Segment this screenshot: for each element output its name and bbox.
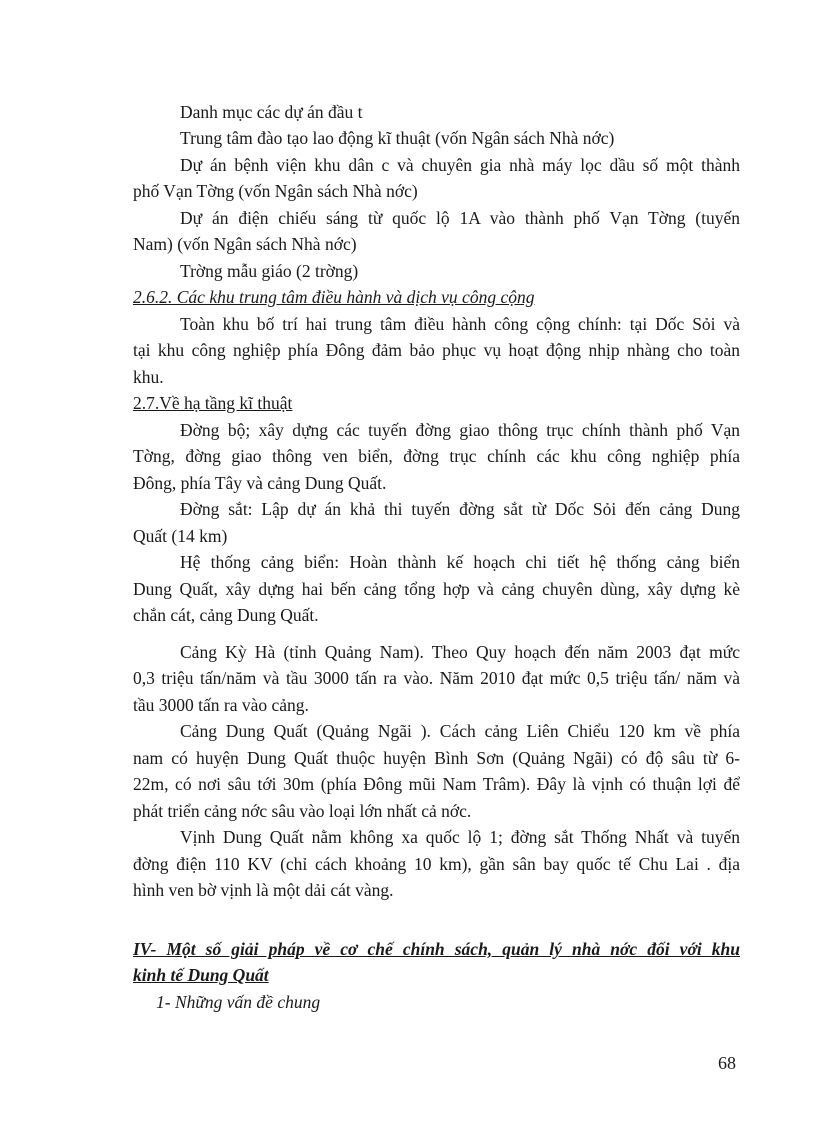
list-item-lighting-cont: Nam) (vốn Ngân sách Nhà nớc) [133, 234, 357, 254]
paragraph-dung-quat-port-cont2: 22m, có nơi sâu tới 30m (phía Đông mũi Nam Trâm). Đây là vịnh có thuận lợi để [133, 774, 740, 794]
paragraph-dung-quat-port: Cảng Dung Quất (Quảng Ngãi ). Cách cảng Liên Chiểu 120 km về phía [180, 721, 740, 741]
paragraph-dung-quat-bay-end: hình ven bờ vịnh là một dải cát vàng. [133, 880, 394, 900]
paragraph-dung-quat-port-cont: nam có huyện Dung Quất thuộc huyện Bình Sơn (Quảng Ngãi) có độ sâu từ 6- [133, 748, 740, 768]
paragraph-centers: Toàn khu bố trí hai trung tâm điều hành công cộng chính: tại Dốc Sỏi và [180, 314, 740, 334]
paragraph-seaports-cont: Dung Quất, xây dựng hai bến cảng tổng hợp và cảng chuyên dùng, xây dựng kè [133, 579, 740, 599]
paragraph-roads-end: Đông, phía Tây và cảng Dung Quất. [133, 473, 387, 493]
paragraph-railway: Đờng sắt: Lập dự án khả thi tuyến đờng sắt từ Dốc Sỏi đến cảng Dung [180, 499, 740, 519]
paragraph-centers-end: khu. [133, 367, 164, 387]
list-item-training-center: Trung tâm đào tạo lao động kĩ thuật (vốn Ngân sách Nhà nớc) [180, 128, 615, 148]
paragraph-dung-quat-port-end: phát triển cảng nớc sâu vào loại lớn nhất cả nớc. [133, 801, 472, 821]
page-number: 68 [718, 1053, 736, 1073]
paragraph-ky-ha-cont: 0,3 triệu tấn/năm và tầu 3000 tấn ra vào. Năm 2010 đạt mức 0,5 triệu tấn/ năm và [133, 668, 740, 688]
paragraph-centers-cont: tại khu công nghiệp phía Đông đảm bảo phục vụ hoạt động nhịp nhàng cho toàn [133, 340, 740, 360]
subsection-heading-1: 1- Những vấn đề chung [156, 992, 321, 1012]
paragraph-roads-cont: Tờng, đờng giao thông ven biển, đờng trục chính các khu công nghiệp phía [133, 446, 740, 466]
section-heading-2-7: 2.7.Về hạ tầng kĩ thuật [133, 393, 293, 413]
paragraph-dung-quat-bay-cont: đờng điện 110 KV (chỉ cách khoảng 10 km), gần sân bay quốc tế Chu Lai . địa [133, 854, 740, 874]
list-item-kindergarten: Trờng mẫu giáo (2 trờng) [180, 261, 359, 281]
paragraph-roads: Đờng bộ; xây dựng các tuyến đờng giao thông trục chính thành phố Vạn [180, 420, 740, 440]
section-heading-iv-cont: kinh tế Dung Quất [133, 965, 269, 985]
investment-list-title: Danh mục các dự án đầu t [180, 102, 363, 122]
list-item-hospital-cont: phố Vạn Tờng (vốn Ngân sách Nhà nớc) [133, 181, 418, 201]
list-item-hospital: Dự án bệnh viện khu dân c và chuyên gia nhà máy lọc dầu số một thành [180, 155, 740, 175]
paragraph-railway-end: Quất (14 km) [133, 526, 228, 546]
section-heading-2-6-2: 2.6.2. Các khu trung tâm điều hành và dịch vụ công cộng [133, 287, 535, 307]
paragraph-seaports: Hệ thống cảng biển: Hoàn thành kế hoạch chi tiết hệ thống cảng biển [180, 552, 740, 572]
paragraph-ky-ha: Cảng Kỳ Hà (tỉnh Quảng Nam). Theo Quy hoạch đến năm 2003 đạt mức [180, 642, 740, 662]
paragraph-seaports-end: chắn cát, cảng Dung Quất. [133, 605, 319, 625]
paragraph-ky-ha-end: tầu 3000 tấn ra vào cảng. [133, 695, 309, 715]
paragraph-dung-quat-bay: Vịnh Dung Quất nằm không xa quốc lộ 1; đờng sắt Thống Nhất và tuyến [180, 827, 740, 847]
section-heading-iv: IV- Một số giải pháp về cơ chế chính sách, quản lý nhà nớc đối với khu [133, 939, 740, 959]
list-item-lighting: Dự án điện chiếu sáng từ quốc lộ 1A vào thành phố Vạn Tờng (tuyến [180, 208, 740, 228]
